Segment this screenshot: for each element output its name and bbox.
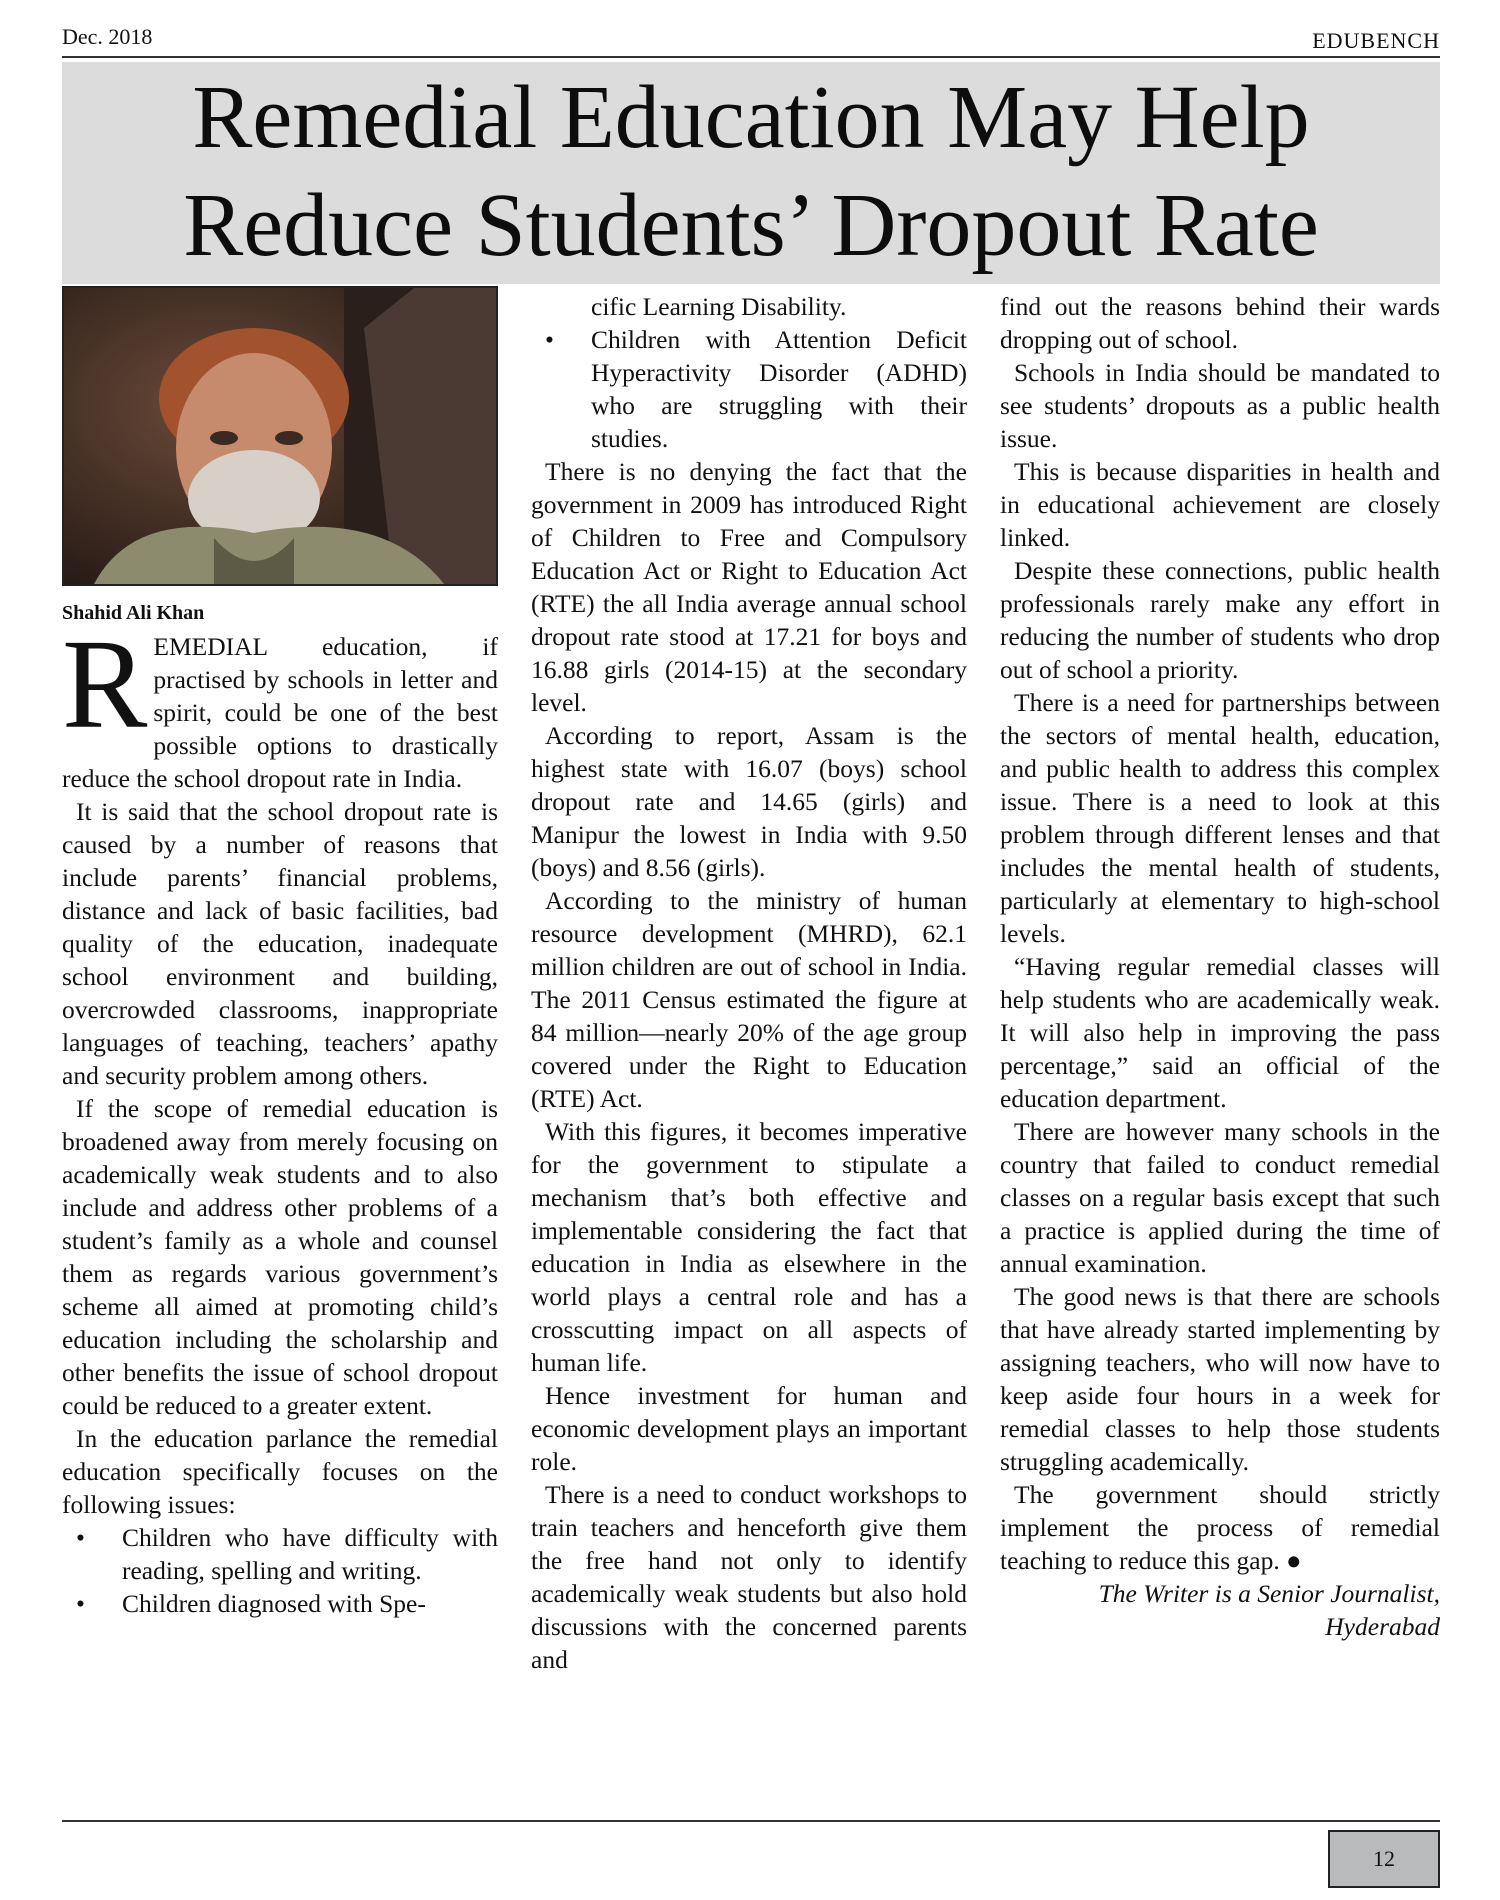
magazine-page bbox=[62, 14, 1440, 1884]
paragraph: There is a need to conduct workshops to train teachers and henceforth give them the free hand not only to identify academically weak students but also hold discussions with the concerned parents and bbox=[531, 1480, 967, 1674]
footer-divider bbox=[62, 1820, 1440, 1822]
issue-date: Dec. 2018 bbox=[62, 24, 153, 49]
headline-line-1: Remedial Education May Help bbox=[192, 68, 1310, 167]
paragraph: If the scope of remedial education is broadened away from merely focusing on academically weak students and to also include and address other problems of a student’s family as a whole and counsel them as regards various government’s scheme all aimed at promoting child’s education including the scholarship and other benefits the issue of school dropout could be reduced to a greater extent. bbox=[62, 1094, 498, 1420]
list-item-text: Children who have difficulty with reading, spelling and writing. bbox=[122, 1523, 498, 1585]
article-column-2 bbox=[531, 290, 967, 1676]
article-column-3 bbox=[1000, 290, 1440, 1643]
paragraph: The government should strictly implement the process of remedial teaching to reduce this gap. ● bbox=[1000, 1480, 1440, 1575]
list-item bbox=[62, 1521, 498, 1587]
headline-line-2: Reduce Students’ Dropout Rate bbox=[183, 176, 1319, 275]
page-header bbox=[62, 20, 1440, 58]
author-byline: Shahid Ali Khan bbox=[62, 602, 205, 624]
drop-cap: R bbox=[62, 613, 148, 755]
publication-name: EDUBENCH bbox=[1312, 28, 1440, 53]
list-item bbox=[531, 290, 967, 323]
bullet-icon: • bbox=[76, 1523, 85, 1552]
list-item-text: Children with Attention Deficit Hyperactivity Disorder (ADHD) who are struggling with their studies. bbox=[591, 325, 967, 453]
list-item bbox=[62, 1587, 498, 1620]
paragraph: Schools in India should be mandated to see students’ dropouts as a public health issue. bbox=[1000, 358, 1440, 453]
author-credit-line-1: The Writer is a Senior Journalist, bbox=[1098, 1579, 1440, 1608]
paragraph: “Having regular remedial classes will help students who are academically weak. It will also help in improving the pass percentage,” said an official of the education department. bbox=[1000, 952, 1440, 1113]
paragraph: Despite these connections, public health professionals rarely make any effort in reducing the number of students who drop out of school a priority. bbox=[1000, 556, 1440, 684]
list-item-text: cific Learning Disability. bbox=[591, 292, 847, 321]
paragraph: There are however many schools in the country that failed to conduct remedial classes on a regular basis except that such a practice is applied during the time of annual examination. bbox=[1000, 1117, 1440, 1278]
bullet-icon: • bbox=[545, 325, 554, 354]
page-number: 12 bbox=[1328, 1830, 1440, 1888]
paragraph: There is a need for partnerships between the sectors of mental health, education, and public health to address this complex issue. There is a need to look at this problem through different lenses and that includes the mental health of students, particularly at elementary to high-school levels. bbox=[1000, 688, 1440, 948]
paragraph: Hence investment for human and economic development plays an important role. bbox=[531, 1381, 967, 1476]
headline-band bbox=[62, 62, 1440, 284]
author-photo bbox=[62, 286, 498, 586]
list-item bbox=[531, 323, 967, 455]
paragraph: According to the ministry of human resource development (MHRD), 62.1 million children are out of school in India. The 2011 Census estimated the figure at 84 million—nearly 20% of the age group covered under the Right to Education (RTE) Act. bbox=[531, 886, 967, 1113]
paragraph: This is because disparities in health and in educational achievement are closely linked. bbox=[1000, 457, 1440, 552]
author-credit-line-2: Hyderabad bbox=[1325, 1612, 1440, 1641]
paragraph: There is no denying the fact that the government in 2009 has introduced Right of Children to Free and Compulsory Education Act or Right to Education Act (RTE) the all India average annual school dropout rate stood at 17.21 for boys and 16.88 girls (2014-15) at the secondary level. bbox=[531, 457, 967, 717]
paragraph: The good news is that there are schools that have already started implementing by assigning teachers, who will now have to keep aside four hours in a week for remedial classes to help those students struggling academically. bbox=[1000, 1282, 1440, 1476]
lead-paragraph-text: EMEDIAL education, if practised by schools in letter and spirit, could be one of the best possible options to drastically reduce the school dropout rate in India. bbox=[62, 632, 498, 793]
paragraph: It is said that the school dropout rate is caused by a number of reasons that include parents’ financial problems, distance and lack of basic facilities, bad quality of the education, inadequate school environment and building, overcrowded classrooms, inappropriate languages of teaching, teachers’ apathy and security problem among others. bbox=[62, 797, 498, 1090]
paragraph: According to report, Assam is the highest state with 16.07 (boys) school dropout rate and 14.65 (girls) and Manipur the lowest in India with 9.50 (boys) and 8.56 (girls). bbox=[531, 721, 967, 882]
list-item-text: Children diagnosed with Spe- bbox=[122, 1589, 426, 1618]
paragraph: With this figures, it becomes imperative for the government to stipulate a mechanism that’s both effective and implementable considering the fact that education in India as elsewhere in the world plays a central role and has a crosscutting impact on all aspects of human life. bbox=[531, 1117, 967, 1377]
bullet-icon: • bbox=[76, 1589, 85, 1618]
portrait-photo-icon bbox=[64, 288, 496, 584]
paragraph-continued: find out the reasons behind their wards dropping out of school. bbox=[1000, 292, 1440, 354]
author-credit bbox=[1000, 1577, 1440, 1643]
issue-list bbox=[62, 1521, 498, 1620]
paragraph: In the education parlance the remedial education specifically focuses on the following issues: bbox=[62, 1424, 498, 1519]
issue-list-continued bbox=[531, 290, 967, 455]
